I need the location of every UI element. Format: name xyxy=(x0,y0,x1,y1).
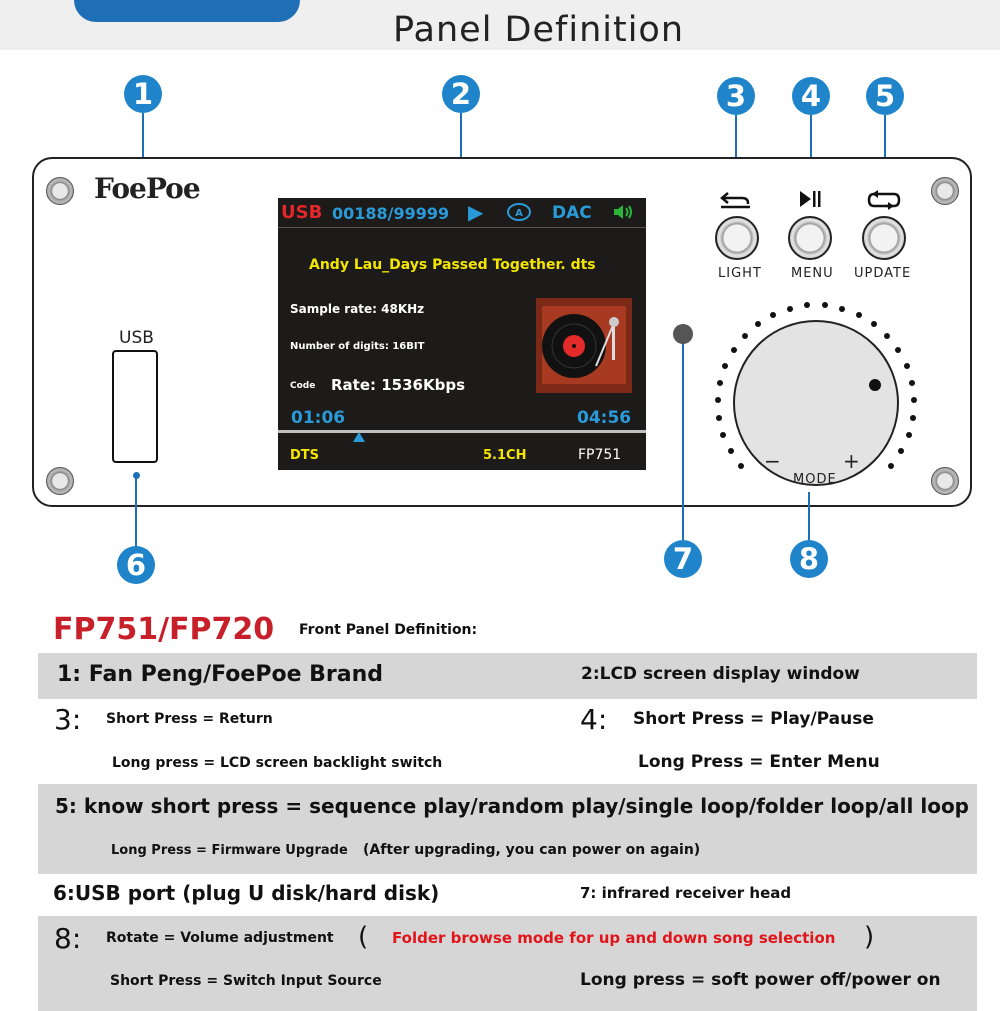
callout-7: 7 xyxy=(664,540,702,578)
def-5-long: Long Press = Firmware Upgrade xyxy=(111,843,348,858)
knob-scale-dot xyxy=(717,380,723,386)
screw-bottom-left-icon xyxy=(46,467,74,495)
volume-knob[interactable] xyxy=(733,320,899,486)
def-3-short: Short Press = Return xyxy=(106,711,273,727)
def-4-long: Long Press = Enter Menu xyxy=(638,752,880,772)
lcd-format: DTS xyxy=(290,448,320,463)
def-8-long: Long press = soft power off/power on xyxy=(580,970,941,990)
lcd-output: DAC xyxy=(552,203,592,223)
knob-scale-dot xyxy=(742,333,748,339)
def-8-paren-open: ( xyxy=(358,922,369,952)
def-8-number: 8: xyxy=(54,922,82,955)
def-ir-receiver: 7: infrared receiver head xyxy=(580,884,792,902)
callout-2: 2 xyxy=(442,75,480,113)
def-8-rotate: Rotate = Volume adjustment xyxy=(106,930,334,946)
repeat-a-icon xyxy=(506,201,530,221)
lcd-model: FP751 xyxy=(578,447,622,463)
lcd-song-title: Andy Lau_Days Passed Together. dts xyxy=(309,257,596,273)
loop-icon xyxy=(866,189,902,216)
definitions-heading-text: Front Panel Definition: xyxy=(299,622,478,638)
lcd-bitrate: Rate: 1536Kbps xyxy=(331,376,466,394)
knob-scale-dot xyxy=(731,347,737,353)
lcd-channels: 5.1CH xyxy=(483,448,527,463)
return-icon xyxy=(718,189,752,214)
lcd-total-time: 04:56 xyxy=(577,408,632,428)
def-brand: 1: Fan Peng/FoePoe Brand xyxy=(57,662,384,687)
svg-text:A: A xyxy=(515,208,523,219)
usb-label: USB xyxy=(119,328,154,348)
header-tab xyxy=(74,0,300,22)
usb-port[interactable] xyxy=(112,350,158,463)
lcd-code-label: Code xyxy=(290,381,316,391)
update-button[interactable] xyxy=(862,216,906,260)
def-5-short: 5: know short press = sequence play/random play/single loop/folder loop/all loop xyxy=(55,794,969,818)
callout-6: 6 xyxy=(117,546,155,584)
album-art xyxy=(536,298,632,393)
menu-button-label: MENU xyxy=(791,266,834,281)
knob-scale-dot xyxy=(909,380,915,386)
callout-1: 1 xyxy=(124,75,162,113)
def-3-number: 3: xyxy=(54,703,82,736)
play-icon: ▶ xyxy=(468,200,484,224)
def-8-short: Short Press = Switch Input Source xyxy=(110,973,382,989)
callout-4: 4 xyxy=(792,77,830,115)
update-button-label: UPDATE xyxy=(854,266,912,281)
knob-scale-dot xyxy=(755,321,761,327)
light-button[interactable] xyxy=(715,216,759,260)
callout-6-line xyxy=(135,477,137,547)
lcd-divider xyxy=(278,227,646,228)
screw-top-left-icon xyxy=(46,177,74,205)
knob-scale-dot xyxy=(906,432,912,438)
knob-scale-dot xyxy=(787,306,793,312)
brand-logo: FoePoe xyxy=(94,172,200,205)
callout-3: 3 xyxy=(717,77,755,115)
def-8-paren-close: ) xyxy=(864,922,875,952)
knob-minus: − xyxy=(764,449,781,473)
def-5-note: (After upgrading, you can power on again) xyxy=(363,842,701,858)
callout-5: 5 xyxy=(866,77,904,115)
knob-scale-dot xyxy=(738,463,744,469)
def-4-number: 4: xyxy=(580,703,608,736)
def-4-short: Short Press = Play/Pause xyxy=(633,709,874,729)
page-title: Panel Definition xyxy=(393,10,685,50)
knob-scale-dot xyxy=(888,463,894,469)
knob-scale-dot xyxy=(839,306,845,312)
speaker-icon xyxy=(612,202,634,226)
lcd-track-counter: 00188/99999 xyxy=(332,204,450,223)
def-3-long: Long press = LCD screen backlight switch xyxy=(112,755,443,771)
knob-scale-dot xyxy=(910,415,916,421)
menu-button[interactable] xyxy=(788,216,832,260)
infrared-receiver xyxy=(673,324,693,344)
knob-scale-dot xyxy=(856,312,862,318)
screw-top-right-icon xyxy=(931,177,959,205)
knob-scale-dot xyxy=(904,363,910,369)
lcd-progress-marker xyxy=(353,432,365,442)
callout-8-line xyxy=(808,492,810,540)
def-lcd: 2:LCD screen display window xyxy=(581,664,860,684)
lcd-progress-bar xyxy=(278,430,646,433)
screw-bottom-right-icon xyxy=(931,467,959,495)
knob-mode-label: MODE xyxy=(793,472,837,487)
definitions-model-heading: FP751/FP720 xyxy=(53,612,275,647)
knob-indicator xyxy=(869,379,881,391)
lcd-elapsed-time: 01:06 xyxy=(291,408,346,428)
callout-7-line xyxy=(682,344,684,540)
knob-scale-dot xyxy=(770,312,776,318)
lcd-digits: Number of digits: 16BIT xyxy=(290,341,425,352)
callout-8: 8 xyxy=(790,540,828,578)
light-button-label: LIGHT xyxy=(718,266,762,281)
def-8-folder-note: Folder browse mode for up and down song selection xyxy=(392,929,836,947)
def-usb-port: 6:USB port (plug U disk/hard disk) xyxy=(53,881,440,905)
knob-plus: + xyxy=(843,449,860,473)
lcd-source: USB xyxy=(281,202,323,223)
lcd-sample-rate: Sample rate: 48KHz xyxy=(290,302,425,316)
play-pause-icon xyxy=(797,188,823,215)
